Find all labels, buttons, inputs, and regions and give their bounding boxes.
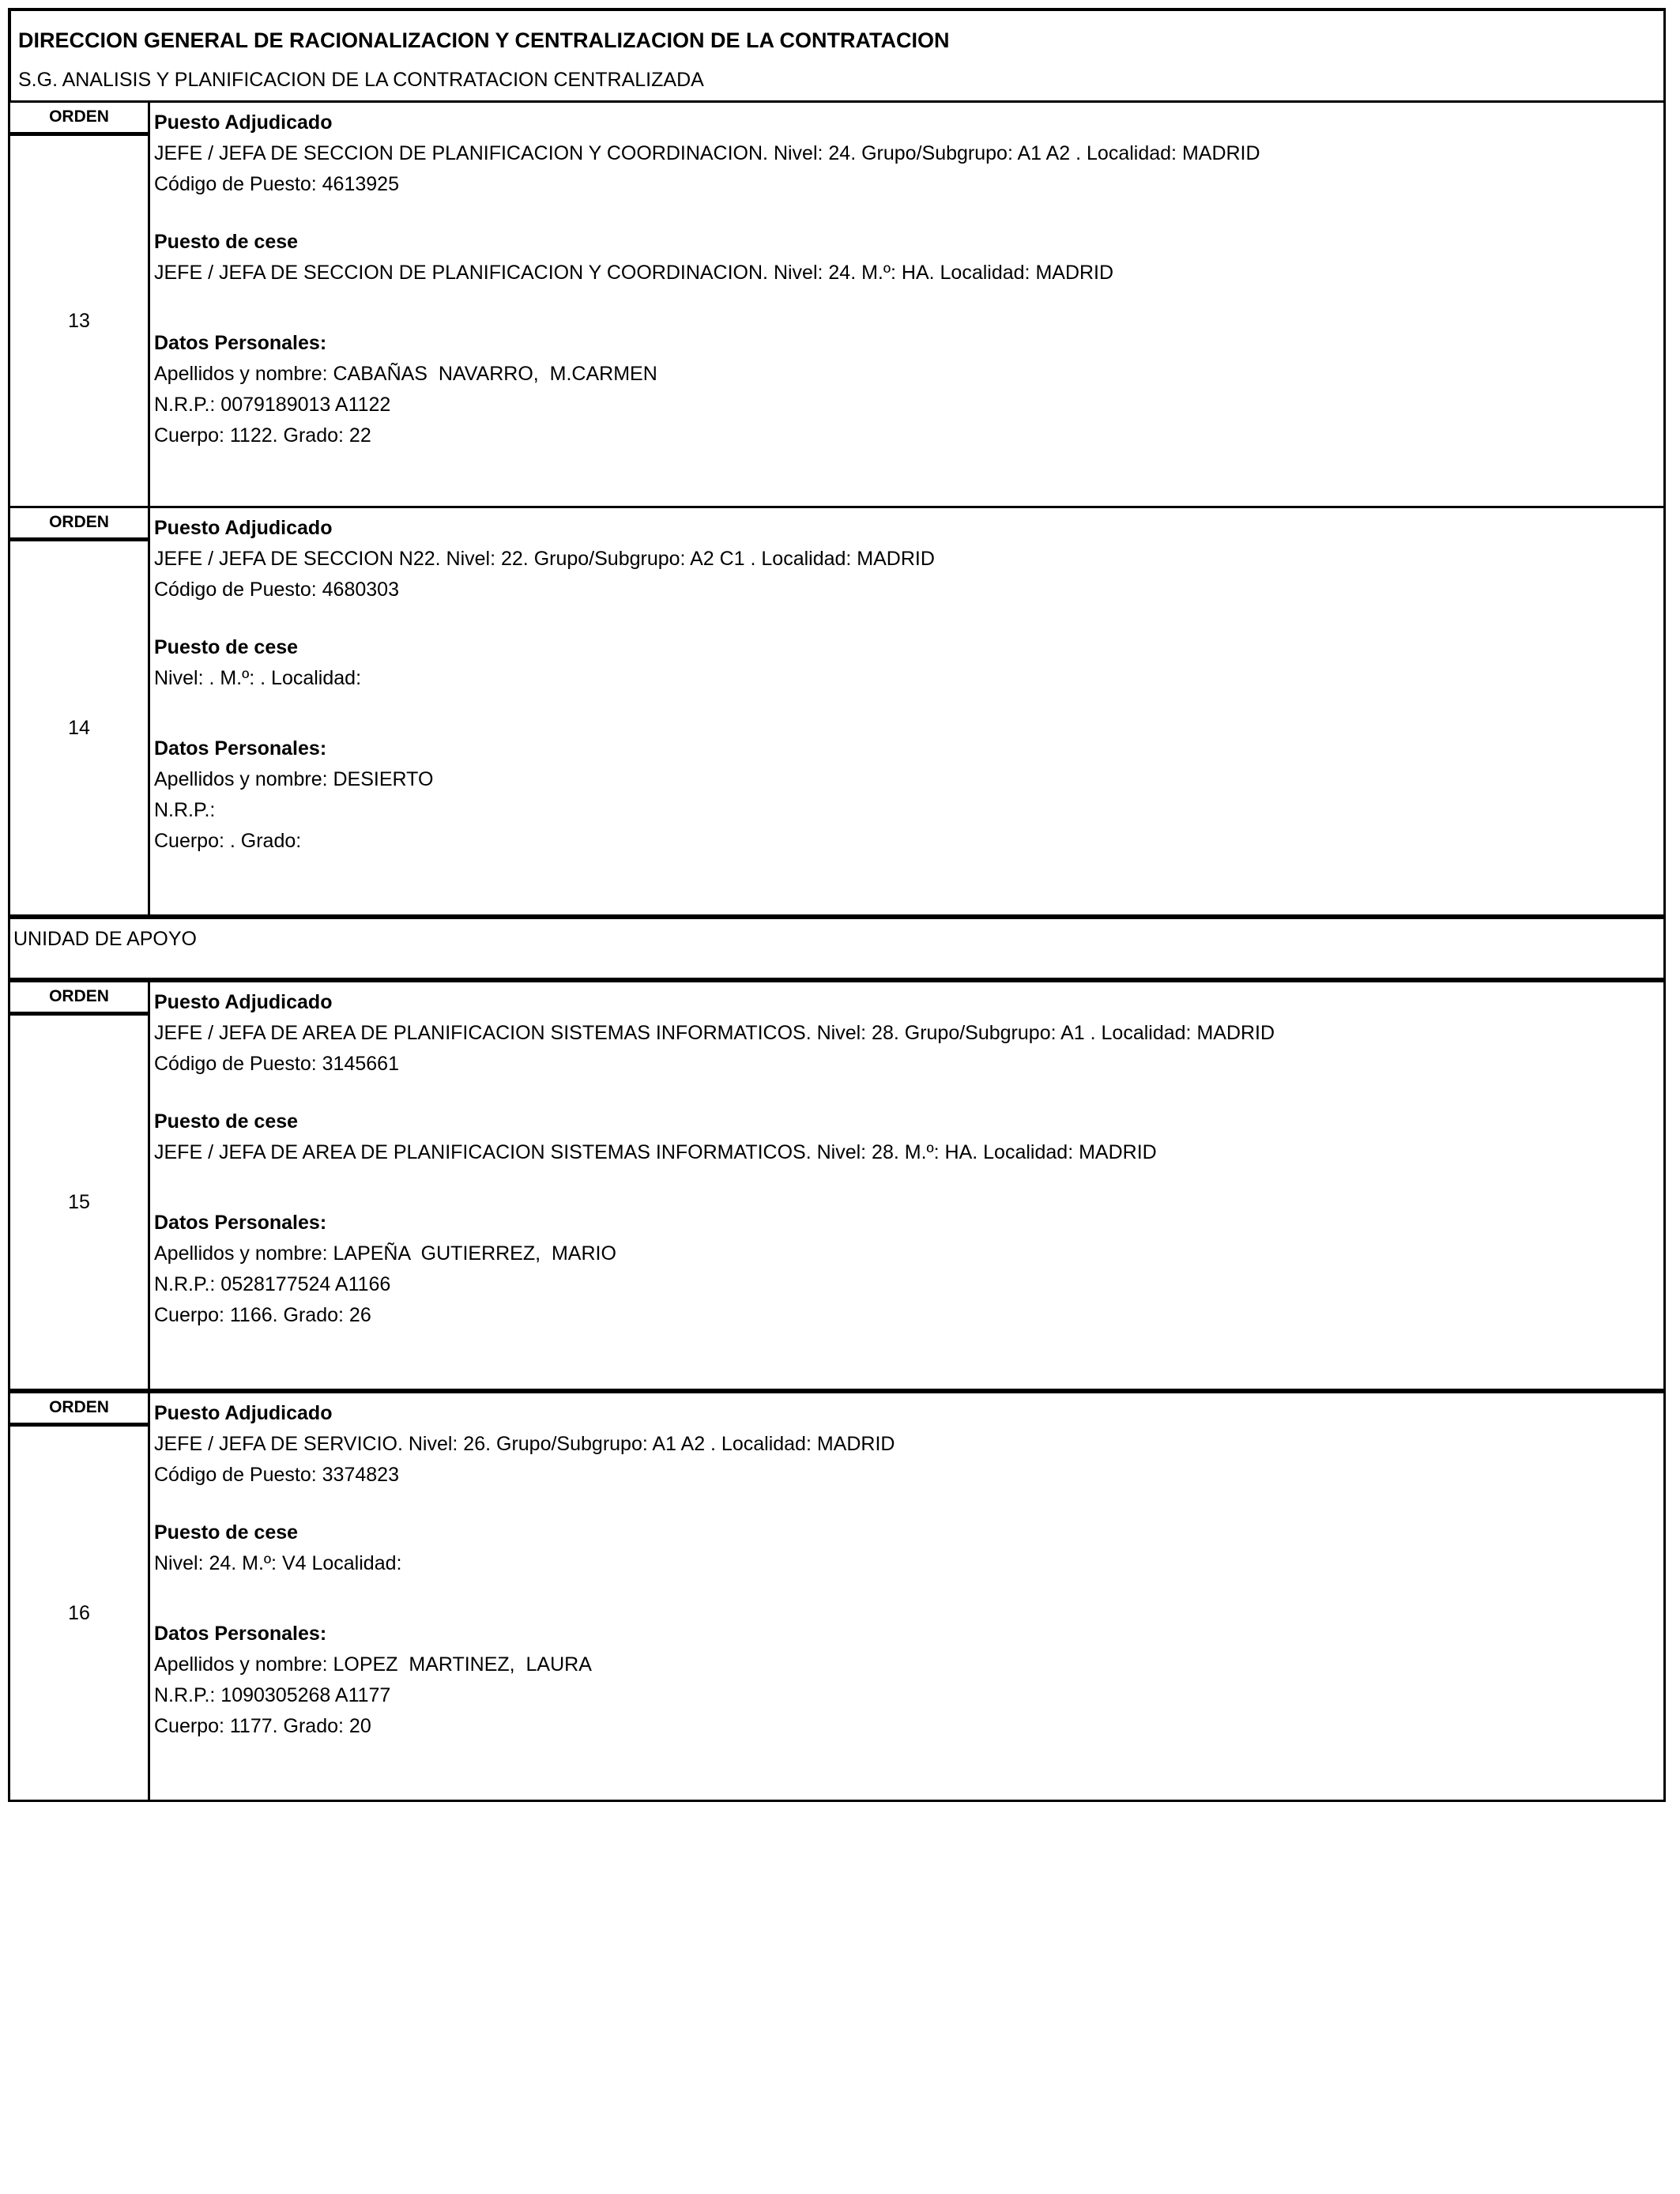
row-content (150, 508, 1663, 914)
puesto-adjudicado-text: JEFE / JEFA DE SERVICIO. Nivel: 26. Grupo/Subgrupo: A1 A2 . Localidad: MADRID (154, 1433, 895, 1455)
codigo-de-puesto-text: Código de Puesto: 3374823 (154, 1464, 399, 1486)
appointments-table (8, 8, 1666, 1802)
table-row (8, 100, 1666, 508)
datos-personales-heading: Datos Personales: (154, 737, 327, 760)
spacer (154, 200, 1654, 227)
puesto-adjudicado-heading: Puesto Adjudicado (154, 991, 333, 1013)
puesto-cese-text: JEFE / JEFA DE SECCION DE PLANIFICACION Y COORDINACION. Nivel: 24. M.º: HA. Localidad: MADRID (154, 262, 1114, 284)
spacer (154, 288, 1654, 328)
orden-column (10, 103, 150, 506)
orden-header-cell: ORDEN (10, 508, 148, 541)
puesto-cese-heading: Puesto de cese (154, 1521, 299, 1544)
table-row (8, 980, 1666, 1391)
apellidos-text: Apellidos y nombre: LAPEÑA GUTIERREZ, MARIO (154, 1242, 616, 1265)
puesto-cese-text: JEFE / JEFA DE AREA DE PLANIFICACION SISTEMAS INFORMATICOS. Nivel: 28. M.º: HA. Localidad: MADRID (154, 1141, 1157, 1163)
codigo-de-puesto-text: Código de Puesto: 3145661 (154, 1053, 399, 1075)
puesto-cese-heading: Puesto de cese (154, 231, 299, 253)
puesto-adjudicado-text: JEFE / JEFA DE SECCION N22. Nivel: 22. Grupo/Subgrupo: A2 C1 . Localidad: MADRID (154, 548, 935, 570)
orden-column (10, 1393, 150, 1800)
nrp-text: N.R.P.: 0528177524 A1166 (154, 1273, 391, 1295)
nrp-text: N.R.P.: 0079189013 A1122 (154, 394, 391, 416)
row-content (150, 982, 1663, 1389)
cuerpo-text: Cuerpo: . Grado: (154, 830, 302, 852)
orden-number: 14 (68, 716, 90, 739)
codigo-de-puesto-text: Código de Puesto: 4613925 (154, 173, 399, 195)
puesto-adjudicado-heading: Puesto Adjudicado (154, 111, 333, 134)
codigo-de-puesto-text: Código de Puesto: 4680303 (154, 579, 399, 601)
puesto-adjudicado-heading: Puesto Adjudicado (154, 1402, 333, 1424)
apellidos-text: Apellidos y nombre: LOPEZ MARTINEZ, LAURA (154, 1653, 592, 1676)
table-row (8, 506, 1666, 917)
row-content (150, 103, 1663, 506)
document-subtitle: S.G. ANALISIS Y PLANIFICACION DE LA CONTRATACION CENTRALIZADA (18, 69, 704, 91)
apellidos-text: Apellidos y nombre: CABAÑAS NAVARRO, M.CARMEN (154, 363, 657, 385)
orden-header-cell: ORDEN (10, 1393, 148, 1427)
puesto-cese-heading: Puesto de cese (154, 1110, 299, 1133)
nrp-text: N.R.P.: 1090305268 A1177 (154, 1684, 391, 1706)
orden-column (10, 508, 150, 914)
spacer (154, 1080, 1654, 1106)
puesto-adjudicado-heading: Puesto Adjudicado (154, 517, 333, 539)
apellidos-text: Apellidos y nombre: DESIERTO (154, 768, 434, 790)
section-divider (8, 917, 1666, 980)
datos-personales-heading: Datos Personales: (154, 332, 327, 354)
puesto-cese-text: Nivel: . M.º: . Localidad: (154, 667, 362, 689)
orden-header-cell: ORDEN (10, 982, 148, 1016)
nrp-text: N.R.P.: (154, 799, 216, 821)
cuerpo-text: Cuerpo: 1177. Grado: 20 (154, 1715, 371, 1737)
spacer (154, 1168, 1654, 1208)
orden-column (10, 982, 150, 1389)
section-divider-label: UNIDAD DE APOYO (13, 928, 197, 950)
document-title: DIRECCION GENERAL DE RACIONALIZACION Y CENTRALIZACION DE LA CONTRATACION (18, 28, 950, 52)
spacer (154, 1579, 1654, 1619)
orden-number: 15 (68, 1190, 90, 1213)
puesto-cese-heading: Puesto de cese (154, 636, 299, 658)
spacer (154, 694, 1654, 733)
spacer (154, 605, 1654, 632)
datos-personales-heading: Datos Personales: (154, 1212, 327, 1234)
puesto-adjudicado-text: JEFE / JEFA DE SECCION DE PLANIFICACION Y COORDINACION. Nivel: 24. Grupo/Subgrupo: A1 A2 . Localidad: MADRID (154, 142, 1260, 164)
row-content (150, 1393, 1663, 1800)
orden-header-cell: ORDEN (10, 103, 148, 136)
cuerpo-text: Cuerpo: 1122. Grado: 22 (154, 424, 371, 447)
orden-number: 13 (68, 309, 90, 332)
spacer (154, 1491, 1654, 1517)
cuerpo-text: Cuerpo: 1166. Grado: 26 (154, 1304, 371, 1326)
table-row (8, 1391, 1666, 1802)
document-header (8, 8, 1666, 103)
orden-number: 16 (68, 1601, 90, 1624)
puesto-adjudicado-text: JEFE / JEFA DE AREA DE PLANIFICACION SISTEMAS INFORMATICOS. Nivel: 28. Grupo/Subgrupo: A1 . Localidad: MADRID (154, 1022, 1275, 1044)
puesto-cese-text: Nivel: 24. M.º: V4 Localidad: (154, 1552, 402, 1574)
datos-personales-heading: Datos Personales: (154, 1623, 327, 1645)
